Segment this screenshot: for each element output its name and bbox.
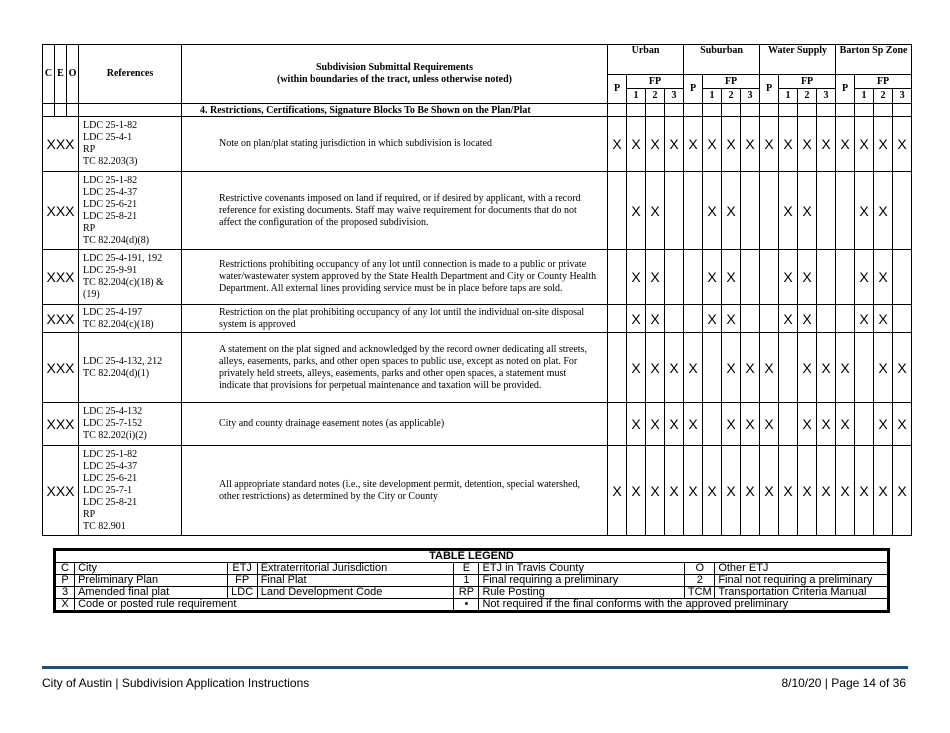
fp-header: FP — [703, 75, 760, 89]
requirement-mark: X — [779, 446, 798, 536]
requirement-mark: X — [798, 305, 817, 333]
requirement-text: All appropriate standard notes (i.e., site development permit, detention, special watershed, other restrictions) as determined by the City or County — [182, 446, 608, 536]
table-legend — [53, 548, 890, 613]
reference-line: LDC 25-4-197 — [83, 306, 143, 318]
requirement-mark: X — [817, 403, 836, 446]
requirement-mark: X — [722, 172, 741, 250]
requirement-mark: X — [836, 333, 855, 403]
requirement-mark: X — [665, 446, 684, 536]
requirement-mark: X — [646, 403, 665, 446]
requirement-mark: X — [874, 250, 893, 305]
requirement-text: Restrictions prohibiting occupancy of any lot until connection is made to a public or private water/wastewater system approved by the State Health Department and City or County Health Department. All external lines providing service must be in place before taps are sold. — [182, 250, 608, 305]
requirement-mark — [836, 305, 855, 333]
legend-desc: Code or posted rule requirement — [75, 599, 454, 612]
requirement-mark: X — [741, 403, 760, 446]
footer-page-info: 8/10/20 | Page 14 of 36 — [781, 676, 906, 690]
requirement-mark — [893, 172, 912, 250]
requirement-mark: X — [665, 333, 684, 403]
legend-title: TABLE LEGEND — [55, 550, 889, 563]
footer-title: City of Austin | Subdivision Application Instructions — [42, 676, 310, 690]
fp-sub-header: 2 — [798, 89, 817, 104]
requirement-mark: X — [646, 446, 665, 536]
fp-sub-header: 3 — [665, 89, 684, 104]
fp-sub-header: 1 — [779, 89, 798, 104]
requirement-mark — [741, 305, 760, 333]
requirement-mark — [608, 403, 627, 446]
reference-line: LDC 25-6-21 — [83, 198, 138, 210]
requirements-subtitle: (within boundaries of the tract, unless otherwise noted) — [277, 74, 512, 85]
requirement-mark: X — [836, 446, 855, 536]
requirement-mark: X — [684, 446, 703, 536]
fp-sub-header: 2 — [874, 89, 893, 104]
requirement-mark: X — [893, 117, 912, 172]
fp-header: FP — [855, 75, 912, 89]
legend-desc: ETJ in Travis County — [479, 563, 685, 575]
requirement-mark: X — [627, 117, 646, 172]
legend-desc: City — [75, 563, 228, 575]
requirement-mark — [760, 250, 779, 305]
ceo-marks: XXX — [43, 117, 79, 172]
requirement-mark — [703, 403, 722, 446]
table-row — [43, 333, 912, 403]
table-row — [43, 250, 912, 305]
requirement-mark — [741, 250, 760, 305]
requirement-mark: X — [798, 117, 817, 172]
ceo-marks: XXX — [43, 446, 79, 536]
reference-line: LDC 25-6-21 — [83, 472, 138, 484]
requirement-mark: X — [779, 172, 798, 250]
requirement-text: Note on plan/plat stating jurisdiction in which subdivision is located — [182, 117, 608, 172]
requirement-mark: X — [893, 333, 912, 403]
requirement-mark: X — [855, 446, 874, 536]
legend-desc: Final requiring a preliminary — [479, 575, 685, 587]
reference-line: (19) — [83, 289, 100, 300]
legend-desc: Amended final plat — [75, 587, 228, 599]
legend-row — [55, 587, 889, 599]
p-header: P — [684, 75, 703, 104]
legend-desc: Not required if the final conforms with the approved preliminary — [479, 599, 889, 612]
requirement-mark: X — [627, 305, 646, 333]
reference-line: TC 82.204(d)(1) — [83, 367, 150, 379]
requirement-mark: X — [798, 172, 817, 250]
requirement-mark — [760, 172, 779, 250]
legend-desc: Final not requiring a preliminary — [715, 575, 889, 587]
fp-header: FP — [779, 75, 836, 89]
requirement-mark: X — [779, 117, 798, 172]
requirement-mark — [665, 305, 684, 333]
reference-line: LDC 25-4-1 — [83, 132, 133, 143]
p-header: P — [608, 75, 627, 104]
requirement-mark: X — [874, 446, 893, 536]
col-header-references: References — [79, 45, 182, 104]
requirement-mark: X — [893, 403, 912, 446]
reference-line: TC 82.204(c)(18) & — [83, 277, 164, 288]
references-cell — [79, 333, 182, 403]
requirement-mark — [684, 305, 703, 333]
requirement-mark: X — [646, 333, 665, 403]
requirement-mark: X — [741, 117, 760, 172]
requirement-mark: X — [760, 333, 779, 403]
col-header-e: E — [55, 45, 67, 104]
requirement-text: Restriction on the plat prohibiting occupancy of any lot until the individual on-site disposal system is approved — [182, 305, 608, 333]
ceo-marks: XXX — [43, 172, 79, 250]
fp-sub-header: 3 — [741, 89, 760, 104]
reference-line: LDC 25-4-37 — [83, 460, 138, 472]
zone-header-suburban: Suburban — [684, 45, 760, 75]
requirement-mark: X — [684, 117, 703, 172]
requirement-mark: X — [722, 403, 741, 446]
reference-line: TC 82.203(3) — [83, 156, 138, 167]
reference-line: TC 82.202(i)(2) — [83, 430, 147, 441]
requirement-mark: X — [684, 333, 703, 403]
requirement-mark: X — [874, 333, 893, 403]
legend-code: O — [685, 563, 715, 575]
legend-row — [55, 563, 889, 575]
requirement-mark: X — [646, 250, 665, 305]
requirement-mark: X — [817, 333, 836, 403]
zone-header-water-supply: Water Supply — [760, 45, 836, 75]
requirement-mark: X — [836, 403, 855, 446]
requirement-mark: X — [627, 250, 646, 305]
requirement-mark — [760, 305, 779, 333]
ceo-marks: XXX — [43, 250, 79, 305]
fp-sub-header: 3 — [893, 89, 912, 104]
section-title: 4. Restrictions, Certifications, Signature Blocks To Be Shown on the Plan/Plat — [182, 104, 608, 117]
requirement-mark: X — [855, 117, 874, 172]
p-header: P — [760, 75, 779, 104]
col-header-o: O — [67, 45, 79, 104]
requirement-mark — [741, 172, 760, 250]
reference-line: LDC 25-7-152 — [83, 418, 143, 429]
references-cell — [79, 305, 182, 333]
reference-line: RP — [83, 508, 96, 520]
ceo-marks: XXX — [43, 403, 79, 446]
requirement-mark — [608, 333, 627, 403]
requirement-mark — [779, 333, 798, 403]
reference-line: LDC 25-1-82 — [83, 448, 138, 460]
legend-code: C — [55, 563, 75, 575]
legend-code: 2 — [685, 575, 715, 587]
requirement-mark — [855, 403, 874, 446]
ceo-marks: XXX — [43, 333, 79, 403]
requirement-mark: X — [627, 172, 646, 250]
fp-sub-header: 1 — [703, 89, 722, 104]
reference-line: LDC 25-8-21 — [83, 210, 138, 222]
requirement-mark: X — [703, 305, 722, 333]
reference-line: RP — [83, 144, 96, 155]
requirement-mark: X — [627, 333, 646, 403]
legend-desc: Extraterritorial Jurisdiction — [257, 563, 454, 575]
fp-sub-header: 1 — [855, 89, 874, 104]
requirement-mark — [608, 305, 627, 333]
references-cell — [79, 403, 182, 446]
requirement-mark: X — [798, 250, 817, 305]
requirement-mark — [893, 250, 912, 305]
reference-line: LDC 25-4-191, 192 — [83, 253, 163, 264]
fp-sub-header: 3 — [817, 89, 836, 104]
requirement-mark: X — [722, 446, 741, 536]
requirement-mark: X — [722, 117, 741, 172]
requirement-mark: X — [665, 403, 684, 446]
requirements-title: Subdivision Submittal Requirements — [315, 62, 474, 73]
requirement-mark: X — [703, 446, 722, 536]
requirement-mark: X — [684, 403, 703, 446]
fp-sub-header: 2 — [722, 89, 741, 104]
references-cell — [79, 446, 182, 536]
requirement-mark: X — [798, 446, 817, 536]
legend-row — [55, 575, 889, 587]
requirement-mark: X — [874, 403, 893, 446]
references-cell — [79, 117, 182, 172]
requirement-mark — [836, 250, 855, 305]
reference-line: TC 82.204(c)(18) — [83, 318, 154, 330]
zone-header-barton: Barton Sp Zone — [836, 45, 912, 75]
legend-code: X — [55, 599, 75, 612]
reference-line: TC 82.204(d)(8) — [83, 234, 150, 246]
reference-line: LDC 25-8-21 — [83, 496, 138, 508]
requirement-mark: X — [760, 403, 779, 446]
requirement-mark: X — [874, 172, 893, 250]
fp-sub-header: 2 — [646, 89, 665, 104]
requirement-mark — [855, 333, 874, 403]
legend-desc: Transportation Criteria Manual — [715, 587, 889, 599]
requirement-mark: X — [760, 117, 779, 172]
footer-rule — [42, 666, 908, 669]
legend-code: P — [55, 575, 75, 587]
requirement-mark: X — [627, 446, 646, 536]
legend-code: RP — [454, 587, 479, 599]
requirement-mark: X — [874, 117, 893, 172]
p-header: P — [836, 75, 855, 104]
references-cell — [79, 172, 182, 250]
requirement-mark — [817, 250, 836, 305]
ceo-marks: XXX — [43, 305, 79, 333]
requirement-mark: X — [741, 333, 760, 403]
requirement-mark — [608, 250, 627, 305]
requirement-mark — [608, 172, 627, 250]
fp-header: FP — [627, 75, 684, 89]
legend-code: 3 — [55, 587, 75, 599]
requirement-mark: X — [703, 117, 722, 172]
requirement-text: City and county drainage easement notes (as applicable) — [182, 403, 608, 446]
requirement-mark — [665, 250, 684, 305]
reference-line: LDC 25-4-132, 212 — [83, 355, 163, 367]
requirement-mark: X — [722, 250, 741, 305]
requirement-mark: X — [779, 305, 798, 333]
requirement-mark: X — [760, 446, 779, 536]
legend-code: FP — [227, 575, 257, 587]
requirement-mark: X — [798, 403, 817, 446]
table-row — [43, 403, 912, 446]
legend-code: 1 — [454, 575, 479, 587]
reference-line: LDC 25-7-1 — [83, 484, 133, 496]
requirement-mark — [817, 172, 836, 250]
requirement-mark — [684, 250, 703, 305]
requirement-mark: X — [646, 172, 665, 250]
requirement-mark: X — [608, 117, 627, 172]
requirement-mark: X — [703, 250, 722, 305]
requirement-mark — [665, 172, 684, 250]
requirement-mark: X — [874, 305, 893, 333]
requirement-mark: X — [646, 305, 665, 333]
requirement-mark: X — [646, 117, 665, 172]
requirement-mark: X — [817, 117, 836, 172]
col-header-requirements — [182, 45, 608, 104]
reference-line: LDC 25-4-132 — [83, 406, 143, 417]
reference-line: LDC 25-4-37 — [83, 186, 138, 198]
requirement-mark — [836, 172, 855, 250]
col-header-c: C — [43, 45, 55, 104]
requirement-mark: X — [836, 117, 855, 172]
requirement-mark: X — [722, 333, 741, 403]
reference-line: TC 82.901 — [83, 520, 126, 532]
requirement-mark: X — [703, 172, 722, 250]
table-row — [43, 446, 912, 536]
legend-code: TCM — [685, 587, 715, 599]
zone-header-urban: Urban — [608, 45, 684, 75]
table-row — [43, 117, 912, 172]
reference-line: RP — [83, 222, 96, 234]
legend-code: ETJ — [227, 563, 257, 575]
requirement-mark — [703, 333, 722, 403]
legend-desc: Final Plat — [257, 575, 454, 587]
requirement-mark: X — [855, 305, 874, 333]
requirement-mark: X — [893, 446, 912, 536]
requirement-mark: X — [779, 250, 798, 305]
reference-line: LDC 25-1-82 — [83, 120, 138, 131]
legend-desc: Rule Posting — [479, 587, 685, 599]
legend-code: LDC — [227, 587, 257, 599]
requirement-text: A statement on the plat signed and acknowledged by the record owner dedicating all streets, alleys, easements, parks, and other open spaces to public use, except as noted on plat. For privately held streets, alleys, easements, parks and other open spaces, a statement must indicate that provisions for perpetual maintenance and taxation will be provided. — [182, 333, 608, 403]
requirement-mark — [817, 305, 836, 333]
requirement-mark: X — [722, 305, 741, 333]
legend-desc: Preliminary Plan — [75, 575, 228, 587]
requirement-mark — [893, 305, 912, 333]
requirement-mark: X — [627, 403, 646, 446]
references-cell — [79, 250, 182, 305]
requirement-mark: X — [798, 333, 817, 403]
requirement-mark: X — [608, 446, 627, 536]
reference-line: LDC 25-9-91 — [83, 265, 138, 276]
legend-desc: Land Development Code — [257, 587, 454, 599]
requirement-mark — [684, 172, 703, 250]
requirements-table — [42, 44, 912, 536]
reference-line: LDC 25-1-82 — [83, 174, 138, 186]
requirement-mark: X — [741, 446, 760, 536]
table-row — [43, 305, 912, 333]
requirement-mark: X — [855, 172, 874, 250]
bullet-icon: • — [454, 599, 479, 612]
table-row — [43, 172, 912, 250]
requirement-mark: X — [817, 446, 836, 536]
legend-desc: Other ETJ — [715, 563, 889, 575]
requirement-mark: X — [855, 250, 874, 305]
requirement-mark: X — [665, 117, 684, 172]
legend-code: E — [454, 563, 479, 575]
requirement-text: Restrictive covenants imposed on land if required, or if desired by applicant, with a record reference for existing documents. Staff may waive requirement for documents that do not affect the configuration of the proposed subdivision. — [182, 172, 608, 250]
requirement-mark — [779, 403, 798, 446]
fp-sub-header: 1 — [627, 89, 646, 104]
